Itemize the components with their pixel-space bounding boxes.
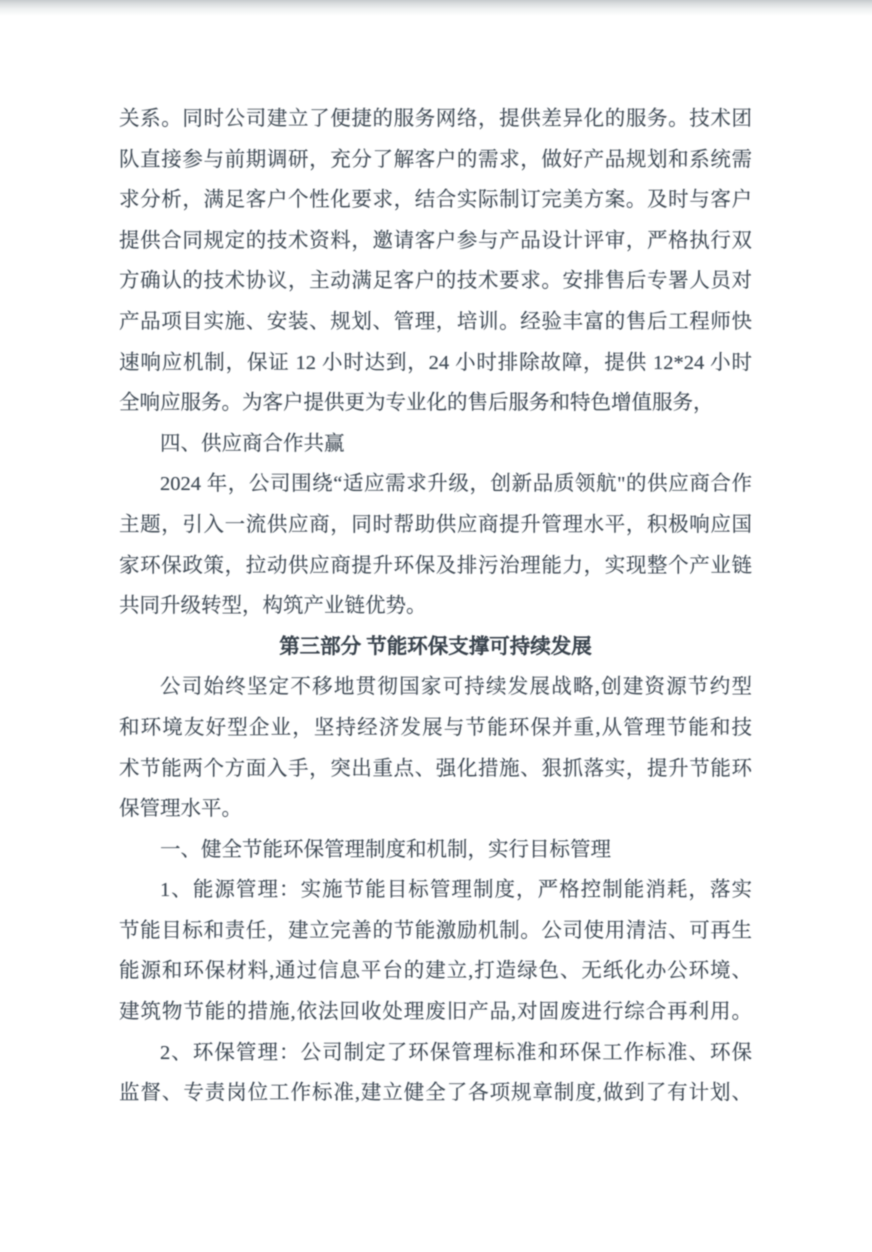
text-line: 能源和环保材料,通过信息平台的建立,打造绿色、无纸化办公环境、 <box>119 960 752 983</box>
text-line: 2024 年，公司围绕“适应需求升级，创新品质领航"的供应商合作 <box>160 473 752 496</box>
text-line: 监督、专责岗位工作标准,建立健全了各项规章制度,做到了有计划、 <box>119 1082 752 1105</box>
text-line: 全响应服务。为客户提供更为专业化的售后服务和特色增值服务， <box>119 392 714 415</box>
text-line: 和环境友好型企业，坚持经济发展与节能环保并重,从管理节能和技 <box>119 716 752 739</box>
text-line: 主题，引入一流供应商，同时帮助供应商提升管理水平，积极响应国 <box>119 513 752 536</box>
page-text <box>119 99 752 1114</box>
text-line: 关系。同时公司建立了便捷的服务网络，提供差异化的服务。技术团 <box>119 108 752 130</box>
text-line: 一、健全节能环保管理制度和机制，实行目标管理 <box>160 838 611 861</box>
text-line: 四、供应商合作共赢 <box>160 432 345 455</box>
text-line: 共同升级转型，构筑产业链优势。 <box>119 595 427 618</box>
text-line: 术节能两个方面入手，突出重点、强化措施、狠抓落实，提升节能环 <box>119 757 752 780</box>
text-line: 方确认的技术协议，主动满足客户的技术要求。安排售后专署人员对 <box>119 270 752 293</box>
text-line: 队直接参与前期调研，充分了解客户的需求，做好产品规划和系统需 <box>119 148 752 171</box>
text-line: 产品项目实施、安装、规划、管理，培训。经验丰富的售后工程师快 <box>119 310 752 333</box>
text-line: 公司始终坚定不移地贯彻国家可持续发展战略,创建资源节约型 <box>160 676 752 699</box>
text-line: 家环保政策，拉动供应商提升环保及排污治理能力，实现整个产业链 <box>119 554 752 577</box>
text-line: 速响应机制，保证 12 小时达到，24 小时排除故障，提供 12*24 小时 <box>119 351 752 374</box>
page-top-edge <box>0 0 872 16</box>
text-line: 求分析，满足客户个性化要求，结合实际制订完美方案。及时与客户 <box>119 189 752 212</box>
text-line: 提供合同规定的技术资料，邀请客户参与产品设计评审，严格执行双 <box>119 229 752 252</box>
text-line: 2、环保管理：公司制定了环保管理标准和环保工作标准、环保 <box>160 1041 752 1064</box>
section-heading: 第三部分 节能环保支撑可持续发展 <box>279 635 592 658</box>
text-line: 1、能源管理：实施节能目标管理制度，严格控制能消耗，落实 <box>160 879 752 902</box>
text-line: 建筑物节能的措施,依法回收处理废旧产品,对固废进行综合再利用。 <box>119 1001 752 1024</box>
text-line: 保管理水平。 <box>119 798 242 821</box>
text-line: 节能目标和责任，建立完善的节能激励机制。公司使用清洁、可再生 <box>119 919 752 942</box>
